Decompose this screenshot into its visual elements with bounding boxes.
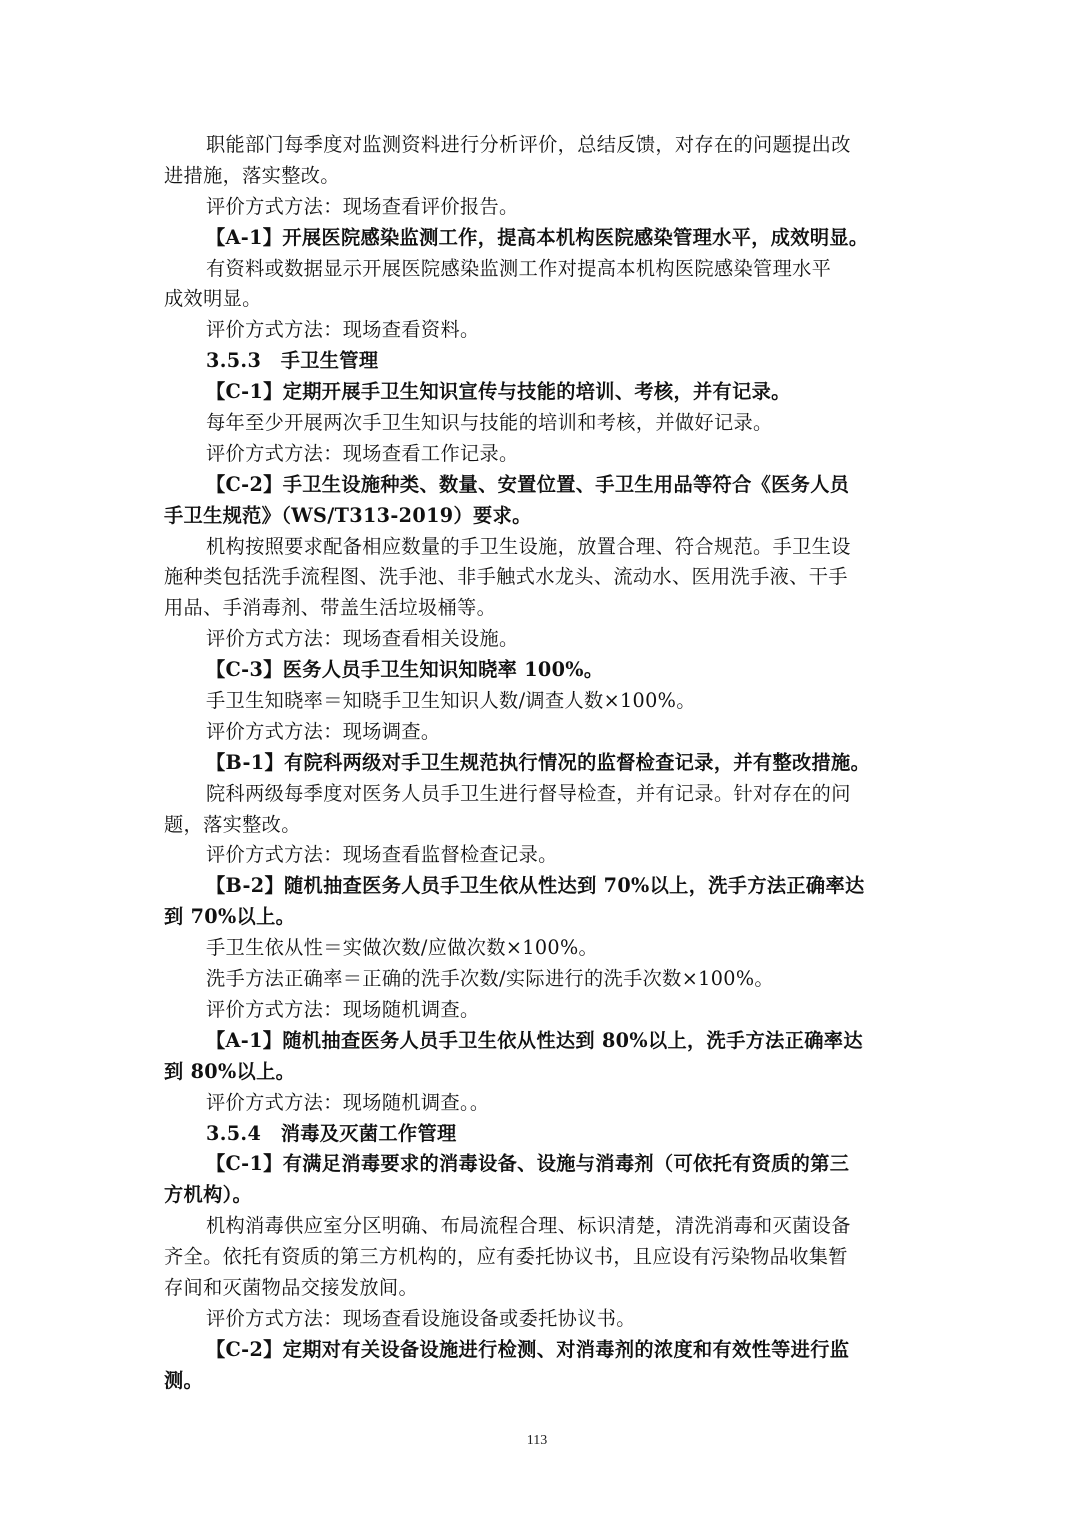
text-line: 齐全。依托有资质的第三方机构的，应有委托协议书，且应设有污染物品收集暂 (164, 1245, 848, 1269)
text-line: 题，落实整改。 (164, 812, 301, 836)
bold-text-line: 【A-1】随机抽查医务人员手卫生依从性达到 80%以上，洗手方法正确率达 (206, 1028, 863, 1052)
text-line: 评价方式方法：现场随机调查。 (206, 997, 480, 1021)
text-line: 评价方式方法：现场调查。 (206, 719, 441, 743)
text-line: 评价方式方法：现场查看相关设施。 (206, 627, 519, 651)
text-line: 评价方式方法：现场查看工作记录。 (206, 441, 519, 465)
text-line: 成效明显。 (164, 287, 262, 311)
text-line: 职能部门每季度对监测资料进行分析评价，总结反馈，对存在的问题提出改 (206, 133, 851, 156)
text-line: 洗手方法正确率＝正确的洗手次数/实际进行的洗手次数×100%。 (206, 967, 774, 991)
bold-text-line: 3.5.3 手卫生管理 (206, 349, 379, 373)
bold-text-line: 手卫生规范》（WS/T313-2019）要求。 (164, 503, 532, 527)
bold-text-line: 3.5.4 消毒及灭菌工作管理 (206, 1121, 457, 1145)
text-line: 评价方式方法：现场查看资料。 (206, 318, 480, 342)
text-line: 评价方式方法：现场查看设施设备或委托协议书。 (206, 1306, 636, 1330)
bold-text-line: 【C-3】医务人员手卫生知识知晓率 100%。 (206, 658, 604, 682)
bold-text-line: 【C-1】有满足消毒要求的消毒设备、设施与消毒剂（可依托有资质的第三 (206, 1152, 850, 1176)
bold-text-line: 到 80%以上。 (164, 1059, 296, 1083)
bold-text-line: 【C-2】手卫生设施种类、数量、安置位置、手卫生用品等符合《医务人员 (206, 472, 850, 496)
bold-text-line: 方机构）。 (164, 1183, 253, 1207)
text-line: 每年至少开展两次手卫生知识与技能的培训和考核，并做好记录。 (206, 411, 773, 435)
text-line: 评价方式方法：现场查看监督检查记录。 (206, 843, 558, 867)
bold-text-line: 测。 (164, 1368, 204, 1392)
bold-text-line: 到 70%以上。 (164, 905, 296, 929)
text-line: 机构消毒供应室分区明确、布局流程合理、标识清楚，清洗消毒和灭菌设备 (206, 1214, 851, 1238)
page-body (164, 130, 912, 1397)
bold-text-line: 【C-2】定期对有关设备设施进行检测、对消毒剂的浓度和有效性等进行监 (206, 1337, 850, 1361)
bold-text-line: 【B-1】有院科两级对手卫生规范执行情况的监督检查记录，并有整改措施。 (206, 750, 871, 774)
text-line: 有资料或数据显示开展医院感染监测工作对提高本机构医院感染管理水平 (206, 256, 832, 280)
text-line: 机构按照要求配备相应数量的手卫生设施，放置合理、符合规范。手卫生设 (206, 534, 851, 558)
text-line: 施种类包括洗手流程图、洗手池、非手触式水龙头、流动水、医用洗手液、干手 (164, 565, 848, 589)
text-line: 院科两级每季度对医务人员手卫生进行督导检查，并有记录。针对存在的问 (206, 781, 851, 805)
text-line: 手卫生知晓率＝知晓手卫生知识人数/调查人数×100%。 (206, 689, 696, 713)
text-line: 存间和灭菌物品交接发放间。 (164, 1275, 418, 1299)
text-line: 评价方式方法：现场随机调查。。 (206, 1090, 490, 1114)
bold-text-line: 【A-1】开展医院感染监测工作，提高本机构医院感染管理水平，成效明显。 (206, 225, 869, 249)
text-line: 用品、手消毒剂、带盖生活垃圾桶等。 (164, 596, 497, 620)
bold-text-line: 【C-1】定期开展手卫生知识宣传与技能的培训、考核，并有记录。 (206, 380, 791, 404)
text-line: 评价方式方法：现场查看评价报告。 (206, 194, 519, 218)
page-number: 113 (526, 1433, 548, 1448)
text-line: 进措施，落实整改。 (164, 163, 340, 187)
bold-text-line: 【B-2】随机抽查医务人员手卫生依从性达到 70%以上，洗手方法正确率达 (206, 874, 865, 898)
text-line: 手卫生依从性＝实做次数/应做次数×100%。 (206, 936, 599, 960)
